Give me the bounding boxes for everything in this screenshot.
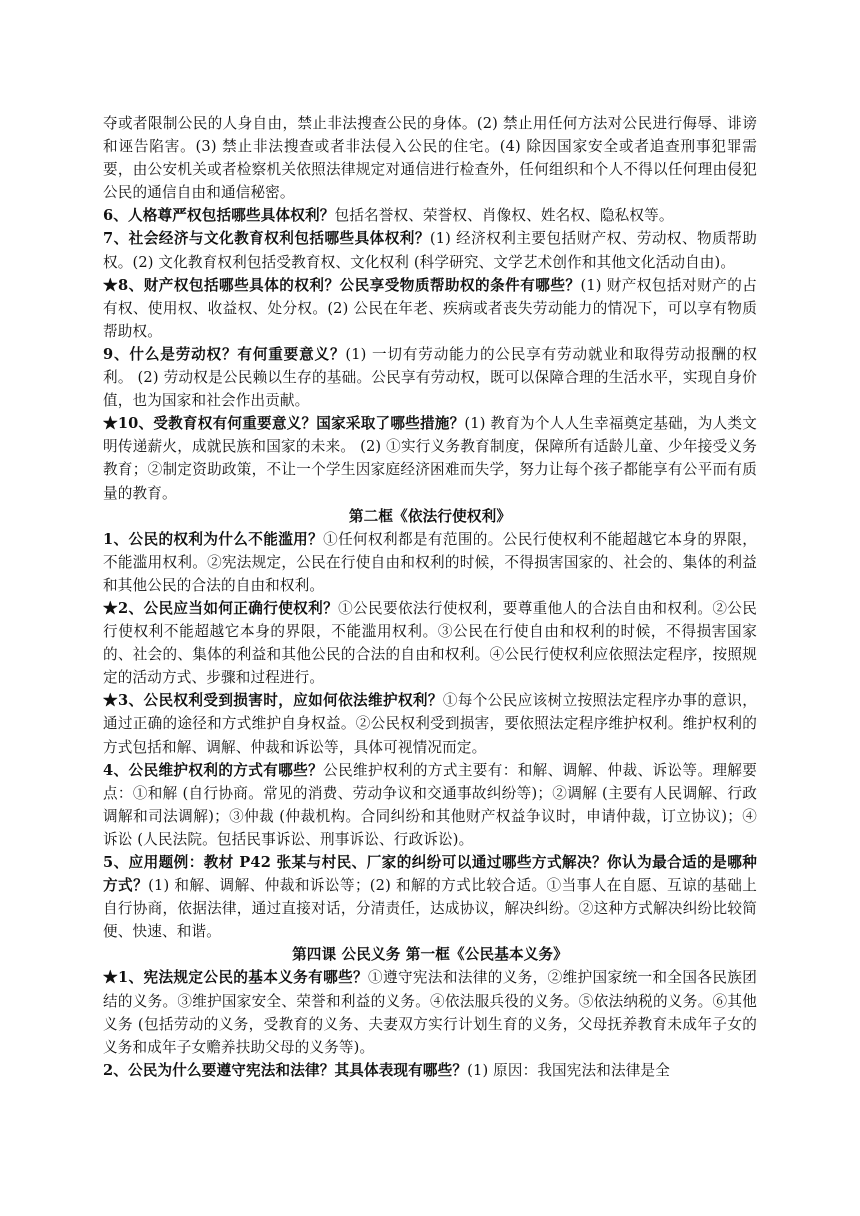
answer-text: ①公民要依法行使权利，要尊重他人的合法自由和权利。②公民行使权利不能超越它本身的界限，不能滥用权利。③公民在行使自由和权利的时候，不得损害国家的、社会的、集体的利益和其他公民的合法的自由和权利。④公民行使权利应依照法定程序，按照规定的活动方式、步骤和过程进行。 — [103, 599, 757, 687]
question-text: ★1、宪法规定公民的基本义务有哪些？ — [103, 969, 369, 987]
paragraph-11 — [103, 851, 757, 943]
paragraph-8 — [103, 597, 757, 689]
question-text: 2、公民为什么要遵守宪法和法律？其具体表现有哪些？ — [103, 1061, 468, 1079]
answer-text: (1) 一切有劳动能力的公民享有劳动就业和取得劳动报酬的权利。 (2) 劳动权是公民赖以生存的基础。公民享有劳动权，既可以保障合理的生活水平，实现自身价值，也为国家和社会作出贡献。 — [103, 345, 757, 410]
question-text: 1、公民的权利为什么不能滥用？ — [103, 530, 324, 548]
question-text: ★10、受教育权有何重要意义？国家采取了哪些措施？ — [103, 415, 465, 433]
paragraph-4 — [103, 274, 757, 343]
answer-text: ①任何权利都是有范围的。公民行使权利不能超越它本身的界限，不能滥用权利。②宪法规定，公民在行使自由和权利的时候，不得损害国家的、社会的、集体的利益和其他公民的合法的自由和权利。 — [103, 530, 757, 594]
paragraph-7 — [103, 528, 757, 597]
question-text: ★2、公民应当如何正确行使权利？ — [103, 599, 339, 617]
paragraph-6 — [103, 412, 757, 504]
paragraph-3 — [103, 227, 757, 273]
paragraph-12 — [103, 966, 757, 1058]
question-text: 4、公民维护权利的方式有哪些？ — [103, 761, 324, 779]
paragraph-13 — [103, 1059, 757, 1082]
answer-text: 夺或者限制公民的人身自由，禁止非法搜查公民的身体。(2) 禁止用任何方法对公民进行侮辱、诽谤和诬告陷害。(3) 禁止非法搜查或者非法侵入公民的住宅。(4) 除因国家安全或者追查刑事犯罪需要，由公安机关或者检察机关依照法律规定对通信进行检查外，任何组织和个人不得以任何理由侵犯公民的通信自由和通信秘密。 — [103, 115, 757, 202]
answer-text: 包括名誉权、荣誉权、肖像权、姓名权、隐私权等。 — [334, 207, 674, 225]
document-page — [103, 112, 757, 1082]
answer-text: ①每个公民应该树立按照法定程序办事的意识，通过正确的途径和方式维护自身权益。②公民权利受到损害，要依照法定程序维护权利。维护权利的方式包括和解、调解、仲裁和诉讼等，具体可视情况而定。 — [103, 692, 757, 756]
section-heading: 第二框《依法行使权利》 — [348, 507, 512, 525]
answer-text: ①遵守宪法和法律的义务，②维护国家统一和全国各民族团结的义务。③维护国家安全、荣誉和利益的义务。④依法服兵役的义务。⑤依法纳税的义务。⑥其他义务 (包括劳动的义务，受教育的义务、夫妻双方实行计划生育的义务，父母抚养教育未成年子女的义务和成年子女赡养扶助父母的义务等)。 — [103, 969, 757, 1056]
answer-text: (1) 教育为个人人生幸福奠定基础，为人类文明传递薪火，成就民族和国家的未来。 (2) ①实行义务教育制度，保障所有适龄儿童、少年接受义务教育；②制定资助政策，不让一个学生因家庭经济困难而失学，努力让每个孩子都能享有公平而有质量的教育。 — [103, 415, 757, 502]
answer-text: 公民维护权利的方式主要有：和解、调解、仲裁、诉讼等。理解要点：①和解 (自行协商。常见的消费、劳动争议和交通事故纠纷等)；②调解 (主要有人民调解、行政调解和司法调解)；③仲裁 (仲裁机构。合同纠纷和其他财产权益争议时，申请仲裁，订立协议)；④诉讼 (人民法院。包括民事诉讼、刑事诉讼、行政诉讼)。 — [103, 761, 757, 848]
paragraph-1 — [103, 112, 757, 204]
question-text: 6、人格尊严权包括哪些具体权利？ — [103, 207, 335, 225]
paragraph-9 — [103, 689, 757, 758]
paragraph-2 — [103, 204, 757, 227]
answer-text: (1) 经济权利主要包括财产权、劳动权、物质帮助权。(2) 文化教育权利包括受教育权、文化权利 (科学研究、文学艺术创作和其他文化活动自由)。 — [103, 230, 757, 271]
question-text: 9、什么是劳动权？有何重要意义？ — [103, 345, 346, 363]
question-text: 5、应用题例：教材 P42 张某与村民、厂家的纠纷可以通过哪些方式解决？你认为最合适的是哪种方式？ — [103, 854, 757, 895]
question-text: ★3、公民权利受到损害时，应如何依法维护权利？ — [103, 692, 443, 710]
answer-text: (1) 财产权包括对财产的占有权、使用权、收益权、处分权。(2) 公民在年老、疾病或者丧失劳动能力的情况下，可以享有物质帮助权。 — [103, 276, 757, 340]
paragraph-10 — [103, 759, 757, 851]
answer-text: (1) 原因：我国宪法和法律是全 — [467, 1061, 671, 1079]
section-heading: 第四课 公民义务 第一框《公民基本义务》 — [292, 946, 568, 964]
answer-text: (1) 和解、调解、仲裁和诉讼等；(2) 和解的方式比较合适。①当事人在自愿、互谅的基础上自行协商，依据法律，通过直接对话，分清责任，达成协议，解决纠纷。②这种方式解决纠纷比较简便、快速、和谐。 — [103, 877, 757, 941]
question-text: ★8、财产权包括哪些具体的权利？公民享受物质帮助权的条件有哪些？ — [103, 276, 581, 294]
paragraph-5 — [103, 343, 757, 412]
question-text: 7、社会经济与文化教育权利包括哪些具体权利？ — [103, 230, 430, 248]
